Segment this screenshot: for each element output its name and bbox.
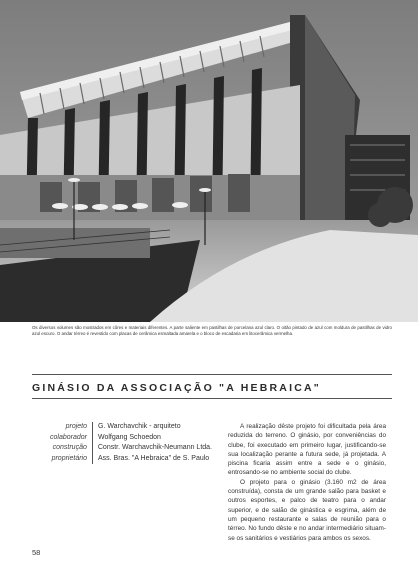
title-bottom-rule <box>32 398 392 399</box>
credit-label: proprietário <box>51 454 87 462</box>
credit-value: Wolfgang Schoedon <box>92 433 161 444</box>
page-title: GINÁSIO DA ASSOCIAÇÃO "A HEBRAICA" <box>32 382 321 394</box>
body-paragraph: O projeto para o ginásio (3.160 m2 de área construída), consta de um grande salão para basket e outros esportes, e palco de teatro para o andar superior, e de salão de ginástica e esgrima, além de um pequeno restaurante e salas de reunião para o térreo. No fundo dêste e no andar intermediário situam-se os sanitários e vestiários para ambos os sexos. <box>228 478 386 542</box>
article-body <box>228 422 386 543</box>
credit-row <box>32 422 212 433</box>
photo-caption: Os diversos volumes são mostrados em côres e materiais diferentes. A parte saliente em pastilhas de porcelana azul claro. O oitão pintado de azul com moldura de pastilhas de vidro azul escuro. O andar térreo é revestido com placas de cerâmica esmaltada amarela e o bloco de escadaria em litocerâmica vermelha. <box>32 325 392 337</box>
credit-value: Ass. Bras. "A Hebraica" de S. Paulo <box>92 454 209 465</box>
title-top-rule <box>32 374 392 375</box>
credit-label: projeto <box>65 423 87 430</box>
credit-row <box>32 433 212 444</box>
credit-row <box>32 443 212 454</box>
page-number: 58 <box>32 548 41 557</box>
credits-table <box>32 422 212 464</box>
credit-label: colaborador <box>50 433 87 441</box>
credit-value: G. Warchavchik - arquiteto <box>92 422 181 433</box>
credit-row <box>32 454 212 465</box>
body-paragraph: A realização dêste projeto foi dificultada pela área reduzida do terreno. O ginásio, por conveniências do clube, foi executado em primeiro lugar, justificando-se sua localização perante a futura sede, já projetada. A piscina ficaria assim entre a sede e o ginásio, entrosando-se no ambiente social do clube. <box>228 423 386 477</box>
credit-label: construção <box>52 444 87 451</box>
credit-value: Constr. Warchavchik-Neumann Ltda. <box>92 443 212 454</box>
